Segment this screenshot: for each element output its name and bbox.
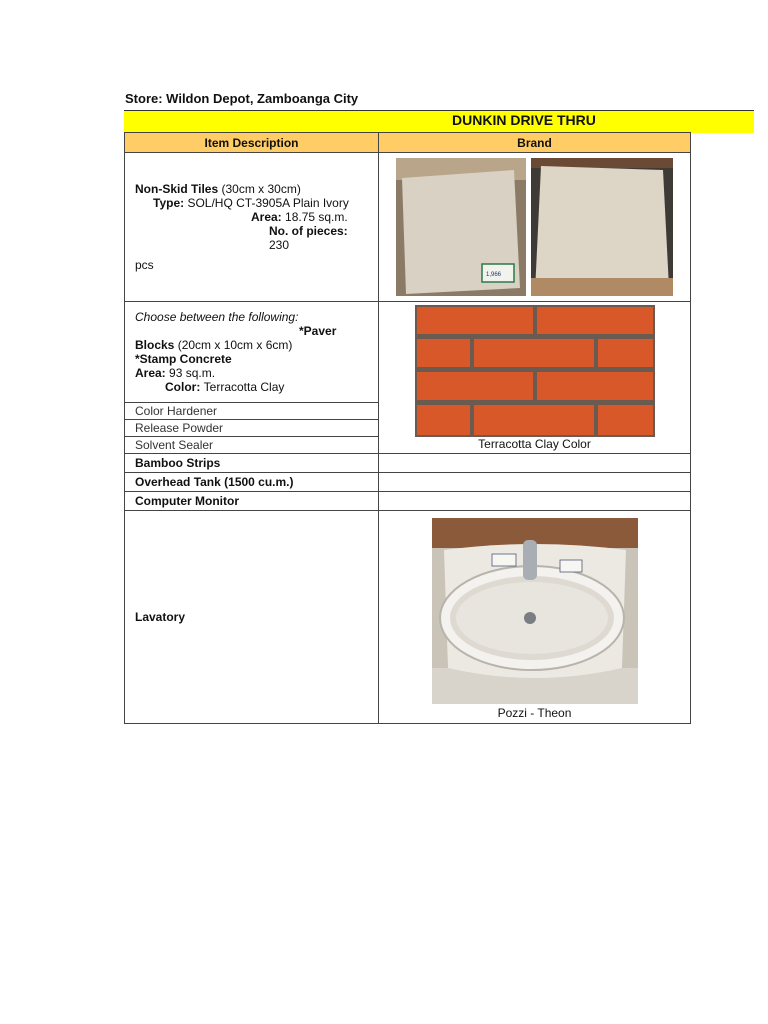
tile-price-tag: 1,966: [486, 272, 502, 278]
table-row-paver: [125, 302, 691, 403]
header-brand: Brand: [379, 133, 691, 153]
color-hardener: Color Hardener: [125, 403, 379, 420]
table-row-bamboo: [125, 454, 691, 473]
paver-blocks-size: (20cm x 10cm x 6cm): [174, 338, 293, 352]
overhead-tank: Overhead Tank (1500 cu.m.): [125, 473, 379, 492]
project-title: DUNKIN DRIVE THRU: [452, 112, 596, 128]
solvent-sealer: Solvent Sealer: [125, 437, 379, 454]
tiles-type-value: SOL/HQ CT-3905A Plain Ivory: [187, 196, 349, 210]
header-row: [125, 133, 691, 153]
paver-description: [125, 302, 379, 403]
store-line: Store: Wildon Depot, Zamboanga City: [125, 91, 359, 106]
project-title-bar: [124, 110, 754, 133]
terracotta-brick-photo: [415, 305, 655, 437]
tiles-name: Non-Skid Tiles: [135, 182, 219, 196]
computer-monitor: Computer Monitor: [125, 492, 379, 511]
tiles-type-label: Type:: [153, 196, 188, 210]
items-table: [124, 132, 691, 724]
header-item-description: Item Description: [125, 133, 379, 153]
table-row-monitor: [125, 492, 691, 511]
table-row-tiles: [125, 153, 691, 302]
tile-photo-1: [396, 158, 526, 296]
paver-photo-cell: [379, 302, 691, 454]
paver-color-value: Terracotta Clay: [203, 380, 285, 394]
paver-area-value: 93 sq.m.: [169, 366, 216, 380]
lavatory: Lavatory: [125, 511, 379, 724]
terracotta-caption: Terracotta Clay Color: [478, 436, 591, 451]
tiles-pieces-unit: pcs: [135, 258, 154, 272]
paver-intro: Choose between the following:: [135, 310, 299, 324]
tiles-photos: [379, 153, 691, 302]
paver-area-label: Area:: [135, 366, 170, 380]
table-row-tank: [125, 473, 691, 492]
release-powder: Release Powder: [125, 420, 379, 437]
tiles-pieces-label: No. of pieces:: [269, 224, 348, 238]
paver-label: *Paver: [299, 324, 337, 338]
paver-blocks-label: Blocks: [135, 338, 175, 352]
tiles-area-value: 18.75 sq.m.: [285, 210, 348, 224]
tiles-area-label: Area:: [251, 210, 286, 224]
tiles-pieces-value: 230: [269, 238, 290, 252]
table-row-lavatory: [125, 511, 691, 724]
tiles-description: [125, 153, 379, 302]
lavatory-caption: Pozzi - Theon: [497, 706, 572, 720]
paver-color-label: Color:: [165, 380, 204, 394]
tile-photo-2: [531, 158, 673, 296]
lavatory-photo: [432, 518, 638, 704]
stamp-concrete: *Stamp Concrete: [135, 352, 232, 366]
bamboo-strips: Bamboo Strips: [125, 454, 379, 473]
tiles-size: (30cm x 30cm): [218, 182, 301, 196]
lavatory-photo-cell: [379, 511, 691, 724]
